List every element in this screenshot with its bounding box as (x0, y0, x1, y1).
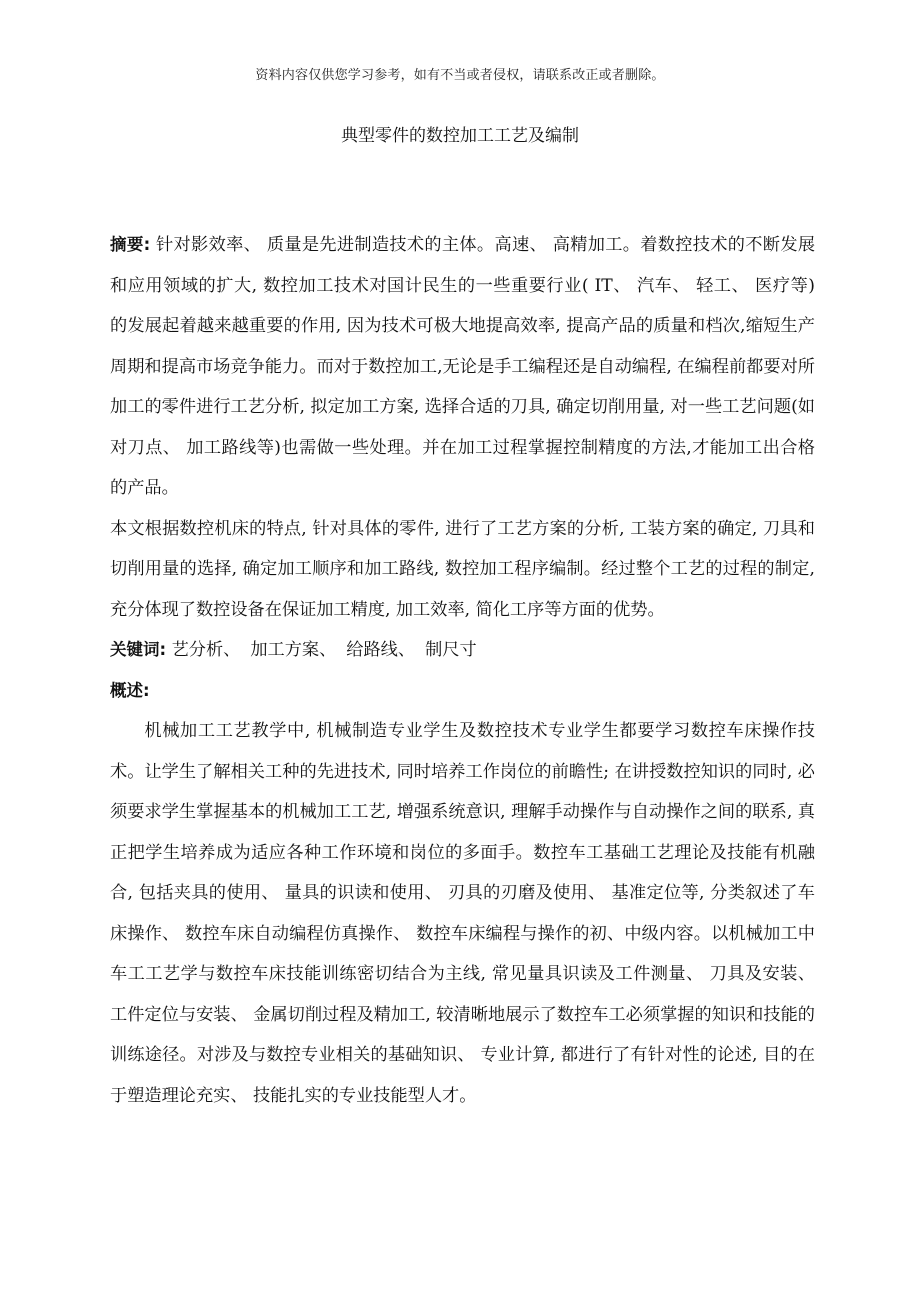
overview-paragraph: 机械加工工艺教学中, 机械制造专业学生及数控技术专业学生都要学习数控车床操作技术。让学生了解相关工种的先进技术, 同时培养工作岗位的前瞻性; 在讲授数控知识的同时, 必须要求学生掌握基本的机械加工工艺, 增强系统意识, 理解手动操作与自动操作之间的联系, 真正把学生培养成为适应各种工作环境和岗位的多面手。数控车工基础工艺理论及技能有机融合, 包括夹具的使用、 量具的识读和使用、 刃具的刃磨及使用、 基准定位等, 分类叙述了车床操作、 数控车床自动编程仿真操作、 数控车床编程与操作的初、中级内容。以机械加工中车工工艺学与数控车床技能训练密切结合为主线, 常见量具识读及工件测量、 刀具及安装、 工件定位与安装、 金属切削过程及精加工, 较清晰地展示了数控车工必须掌握的知识和技能的训练途径。对涉及与数控专业相关的基础知识、 专业计算, 都进行了有针对性的论述, 目的在于塑造理论充实、 技能扎实的专业技能型人才。 (110, 721, 815, 1106)
abstract-paragraph-2: 本文根据数控机床的特点, 针对具体的零件, 进行了工艺方案的分析, 工装方案的确定, 刀具和切削用量的选择, 确定加工顺序和加工路线, 数控加工程序编制。经过整个工艺的过程的制定, 充分体现了数控设备在保证加工精度, 加工效率, 简化工序等方面的优势。 (110, 518, 815, 620)
keyword-item: 艺分析、 (171, 640, 241, 660)
overview-heading-paragraph (110, 671, 815, 712)
document-body (110, 225, 815, 1116)
keywords-paragraph (110, 630, 815, 671)
keywords-label: 关键词: (110, 640, 167, 659)
copyright-notice: 资料内容仅供您学习参考，如有不当或者侵权，请联系改正或者删除。 (255, 68, 665, 83)
keyword-item: 制尺寸 (425, 640, 477, 660)
document-title: 典型零件的数控加工工艺及编制 (341, 126, 579, 146)
abstract-label: 摘要: (110, 235, 151, 254)
keyword-item: 加工方案、 (250, 640, 337, 660)
keyword-item: 给路线、 (346, 640, 416, 660)
abstract-paragraph (110, 225, 815, 509)
abstract-text: 针对影效率、 质量是先进制造技术的主体。高速、 高精加工。着数控技术的不断发展和应用领域的扩大, 数控加工技术对国计民生的一些重要行业( IT、 汽车、 轻工、 医疗等) 的发展起着越来越重要的作用, 因为技术可极大地提高效率, 提高产品的质量和档次,缩短生产周期和提高市场竞争能力。而对于数控加工,无论是手工编程还是自动编程, 在编程前都要对所加工的零件进行工艺分析, 拟定加工方案, 选择合适的刀具, 确定切削用量, 对一些工艺问题(如对刀点、 加工路线等)也需做一些处理。并在加工过程掌握控制精度的方法,才能加工出合格的产品。 (110, 235, 816, 498)
overview-label: 概述: (110, 680, 150, 700)
